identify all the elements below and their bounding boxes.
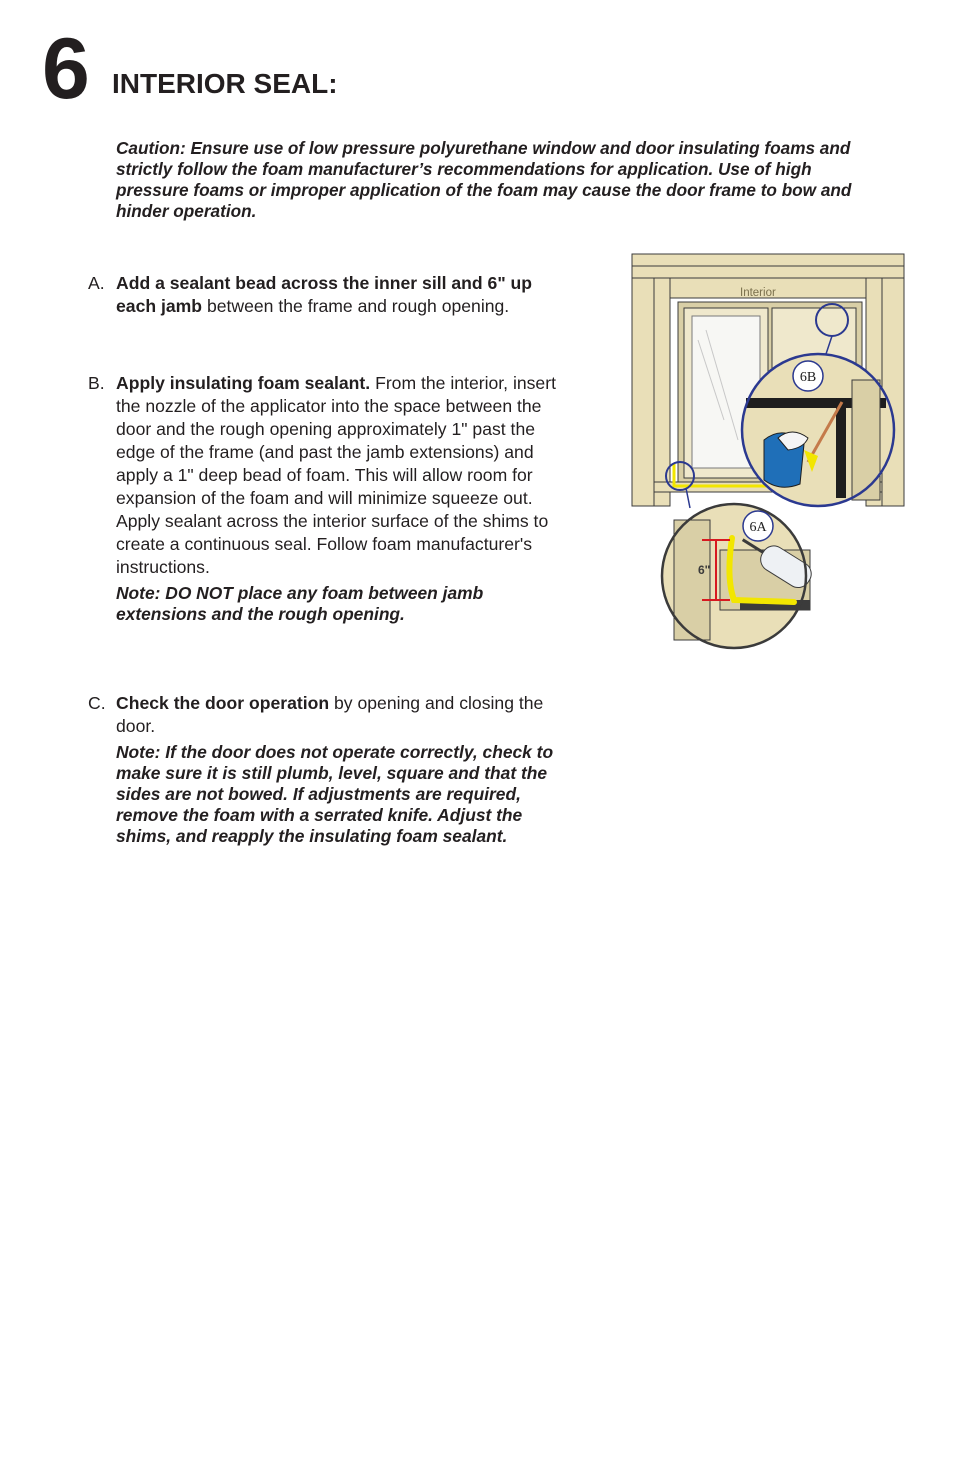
item-body	[116, 372, 568, 625]
item-text: between the frame and rough opening.	[202, 296, 510, 316]
item-body	[116, 272, 568, 318]
item-lead: Apply insulating foam sealant.	[116, 373, 371, 393]
item-lead: Check the door operation	[116, 693, 330, 713]
item-lead: Add a sealant bead across the inner sill and 6" up each jamb	[116, 273, 533, 316]
item-marker: A.	[88, 273, 105, 293]
detail-6a	[662, 504, 816, 648]
detail-6b	[742, 354, 894, 506]
item-text: From the interior, insert the nozzle of the applicator into the space between the door and the rough opening approximately 1" past the edge of the frame (and past the jamb extensions) and apply a 1" deep bead of foam. This will allow room for expansion of the foam and will minimize squeeze out. Apply sealant across the interior surface of the shims to create a continuous seal. Follow foam manufacturer's instructions.	[116, 373, 556, 577]
caution-text: Caution: Ensure use of low pressure polyurethane window and door insulating foams and strictly follow the foam manufacturer’s recommendations for application. Use of high pressure foams or improper application of the foam may cause the door frame to bow and hinder operation.	[116, 138, 852, 221]
item-marker: B.	[88, 373, 105, 393]
interior-label: Interior	[740, 287, 776, 299]
instruction-item-c	[88, 692, 568, 847]
item-note: Note: If the door does not operate correctly, check to make sure it is still plumb, level, square and that the sides are not bowed. If adjustments are required, remove the foam with a serrated knife. Adjust the shims, and reapply the insulating foam sealant.	[116, 742, 554, 846]
instruction-item-b	[88, 372, 568, 625]
door-frame-illustration	[628, 250, 908, 655]
instruction-item-a	[88, 272, 568, 318]
step-number: 6	[42, 21, 88, 117]
dimension-label: 6"	[698, 563, 711, 577]
item-body	[116, 692, 568, 847]
callout-label-6b: 6B	[799, 370, 817, 385]
item-marker: C.	[88, 693, 106, 713]
item-note: Note: DO NOT place any foam between jamb extensions and the rough opening.	[116, 583, 484, 624]
callout-label-6a: 6A	[749, 520, 767, 535]
step-title: INTERIOR SEAL:	[112, 68, 338, 99]
item-text: by opening and closing the door.	[116, 693, 544, 736]
